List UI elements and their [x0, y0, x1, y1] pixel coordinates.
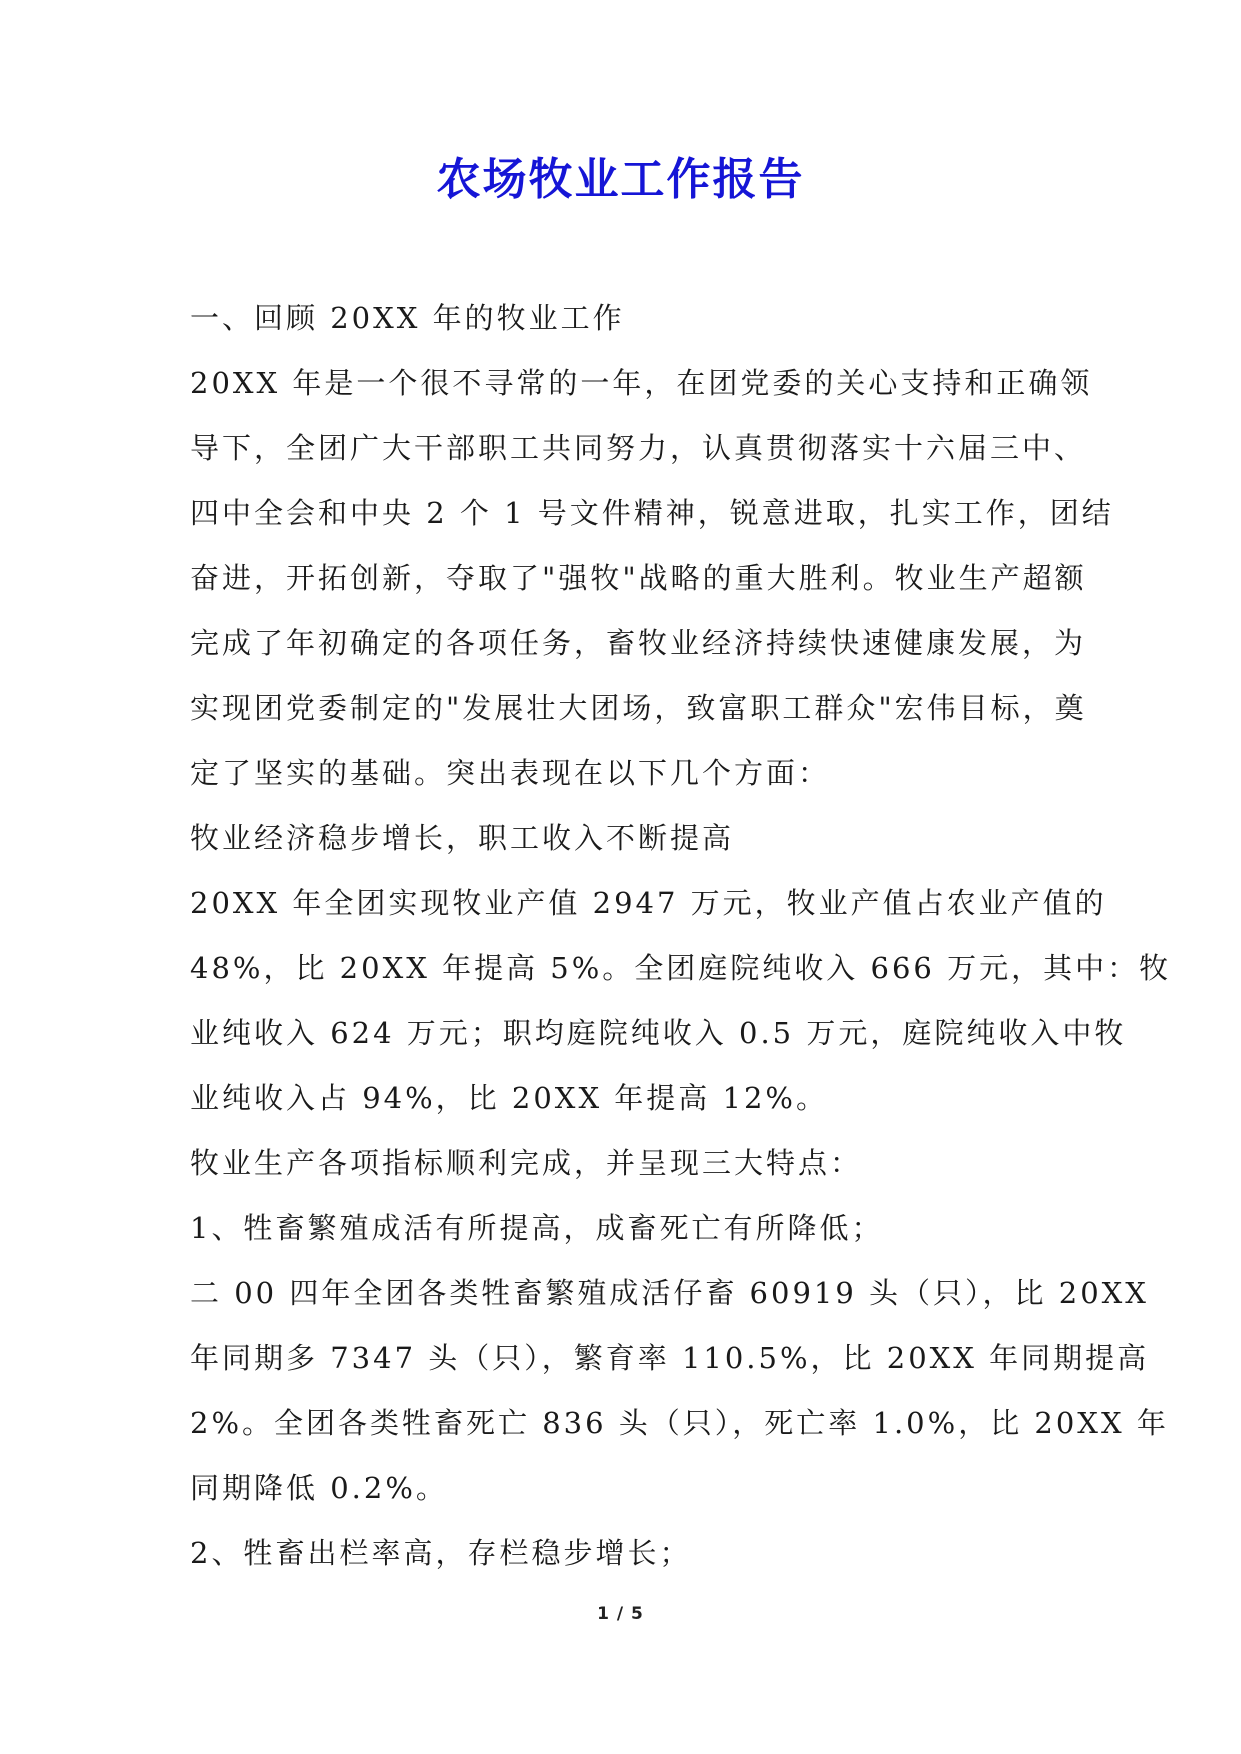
paragraph-line: 48%，比 20XX 年提高 5%。全团庭院纯收入 666 万元，其中：牧 [190, 951, 1172, 985]
section-heading: 一、回顾 20XX 年的牧业工作 [190, 301, 625, 335]
list-item-line: 2、牲畜出栏率高，存栏稳步增长； [190, 1536, 692, 1570]
paragraph-line: 实现团党委制定的"发展壮大团场，致富职工群众"宏伟目标，奠 [190, 691, 1087, 725]
document-title: 农场牧业工作报告 [436, 154, 805, 205]
paragraph-line: 年同期多 7347 头（只），繁育率 110.5%，比 20XX 年同期提高 [190, 1341, 1150, 1375]
paragraph-line: 同期降低 0.2%。 [190, 1471, 448, 1505]
paragraph-line: 定了坚实的基础。突出表现在以下几个方面： [190, 756, 831, 790]
paragraph-line: 2%。全团各类牲畜死亡 836 头（只），死亡率 1.0%，比 20XX 年 [190, 1406, 1169, 1440]
paragraph-line: 四中全会和中央 2 个 1 号文件精神，锐意进取，扎实工作，团结 [190, 496, 1114, 530]
paragraph-line: 导下，全团广大干部职工共同努力，认真贯彻落实十六届三中、 [190, 431, 1087, 465]
subheading-line: 牧业生产各项指标顺利完成，并呈现三大特点： [190, 1146, 863, 1180]
document-body [190, 286, 1172, 1586]
subheading-line: 牧业经济稳步增长，职工收入不断提高 [190, 821, 735, 855]
paragraph-line: 二 00 四年全团各类牲畜繁殖成活仔畜 60919 头（只），比 20XX [190, 1276, 1149, 1310]
paragraph-line: 业纯收入占 94%，比 20XX 年提高 12%。 [190, 1081, 828, 1115]
paragraph-line: 业纯收入 624 万元；职均庭院纯收入 0.5 万元，庭院纯收入中牧 [190, 1016, 1127, 1050]
paragraph-line: 20XX 年全团实现牧业产值 2947 万元，牧业产值占农业产值的 [190, 886, 1107, 920]
paragraph-line: 完成了年初确定的各项任务，畜牧业经济持续快速健康发展，为 [190, 626, 1087, 660]
page-number: 1 / 5 [597, 1604, 644, 1624]
paragraph-line: 奋进，开拓创新，夺取了"强牧"战略的重大胜利。牧业生产超额 [190, 561, 1087, 595]
paragraph-line: 20XX 年是一个很不寻常的一年，在团党委的关心支持和正确领 [190, 366, 1093, 400]
list-item-line: 1、牲畜繁殖成活有所提高，成畜死亡有所降低； [190, 1211, 884, 1245]
